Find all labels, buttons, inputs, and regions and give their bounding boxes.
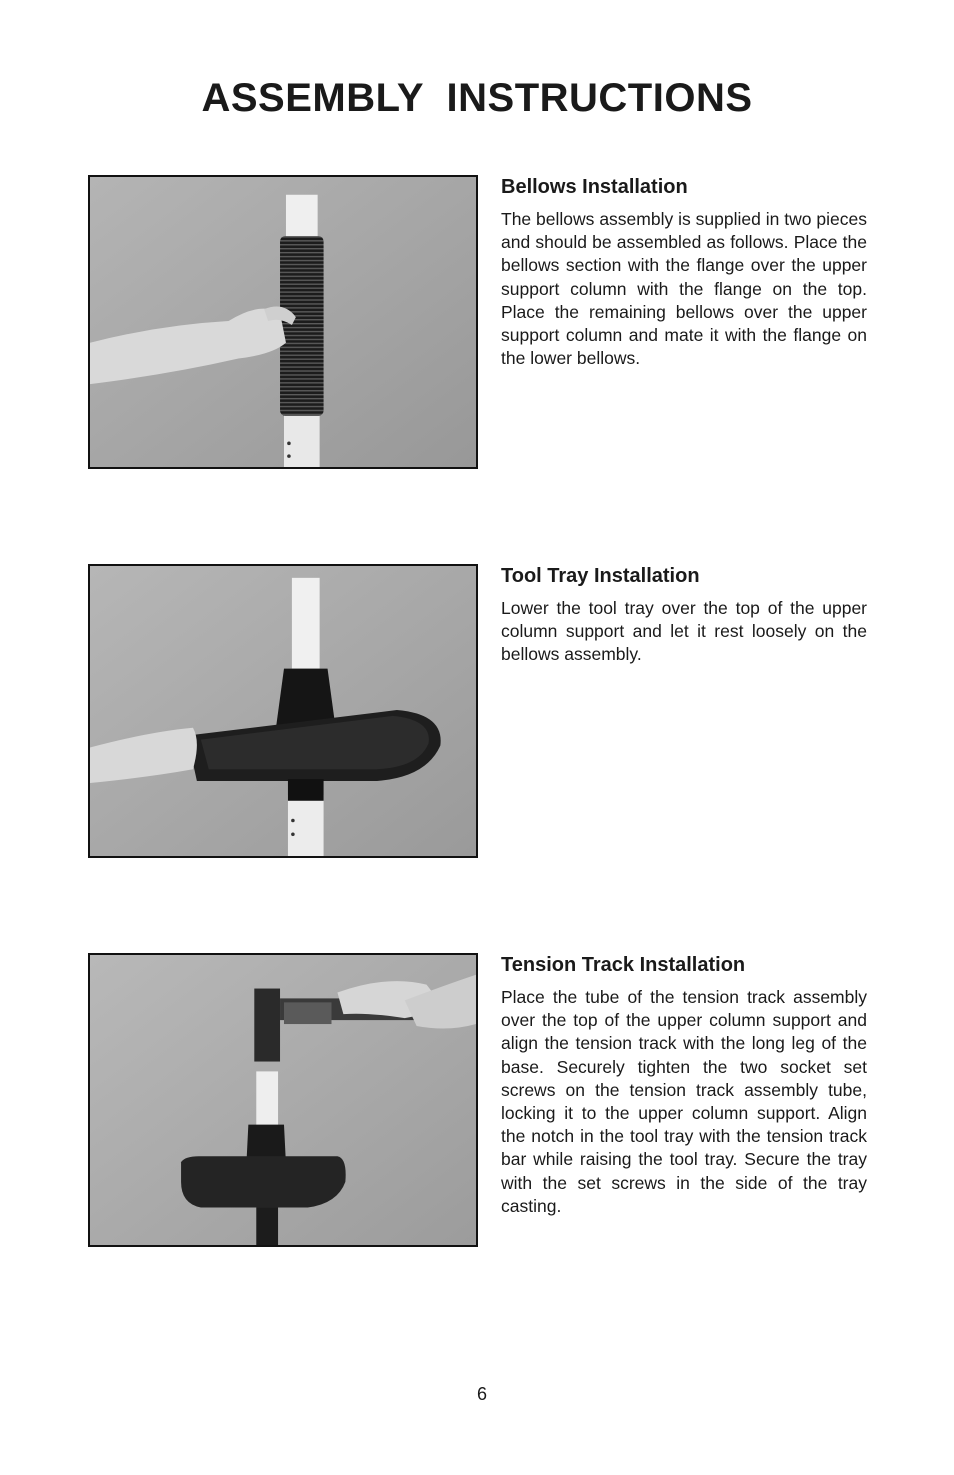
- section-body: Place the tube of the tension track assembly over the top of the upper column support and align the tension track with the long leg of the base. Securely tighten the two socket set screws on the tension track assembly tube, locking it to the upper column support. Align the notch in the tool tray with the tension track bar while raising the tool tray. Secure the tray with the set screws in the side of the tray casting.: [501, 987, 867, 1216]
- tension-track-installation-photo: [88, 953, 478, 1247]
- section-heading: Bellows Installation: [501, 176, 688, 198]
- page-title: ASSEMBLY INSTRUCTIONS: [201, 76, 753, 120]
- tool-tray-installation-photo: [88, 564, 478, 858]
- page-number: 6: [476, 1384, 487, 1404]
- section-heading: Tension Track Installation: [501, 954, 746, 976]
- section-heading: Tool Tray Installation: [501, 565, 700, 587]
- bellows-installation-photo: [88, 175, 478, 469]
- section-body: The bellows assembly is supplied in two pieces and should be assembled as follows. Place the bellows section with the flange over the upper support column with the flange on the top. Place the remaining bellows over the upper support column and mate it with the flange on the lower bellows.: [501, 209, 867, 369]
- section-body: Lower the tool tray over the top of the upper column support and let it rest loosely on the bellows assembly.: [501, 598, 867, 665]
